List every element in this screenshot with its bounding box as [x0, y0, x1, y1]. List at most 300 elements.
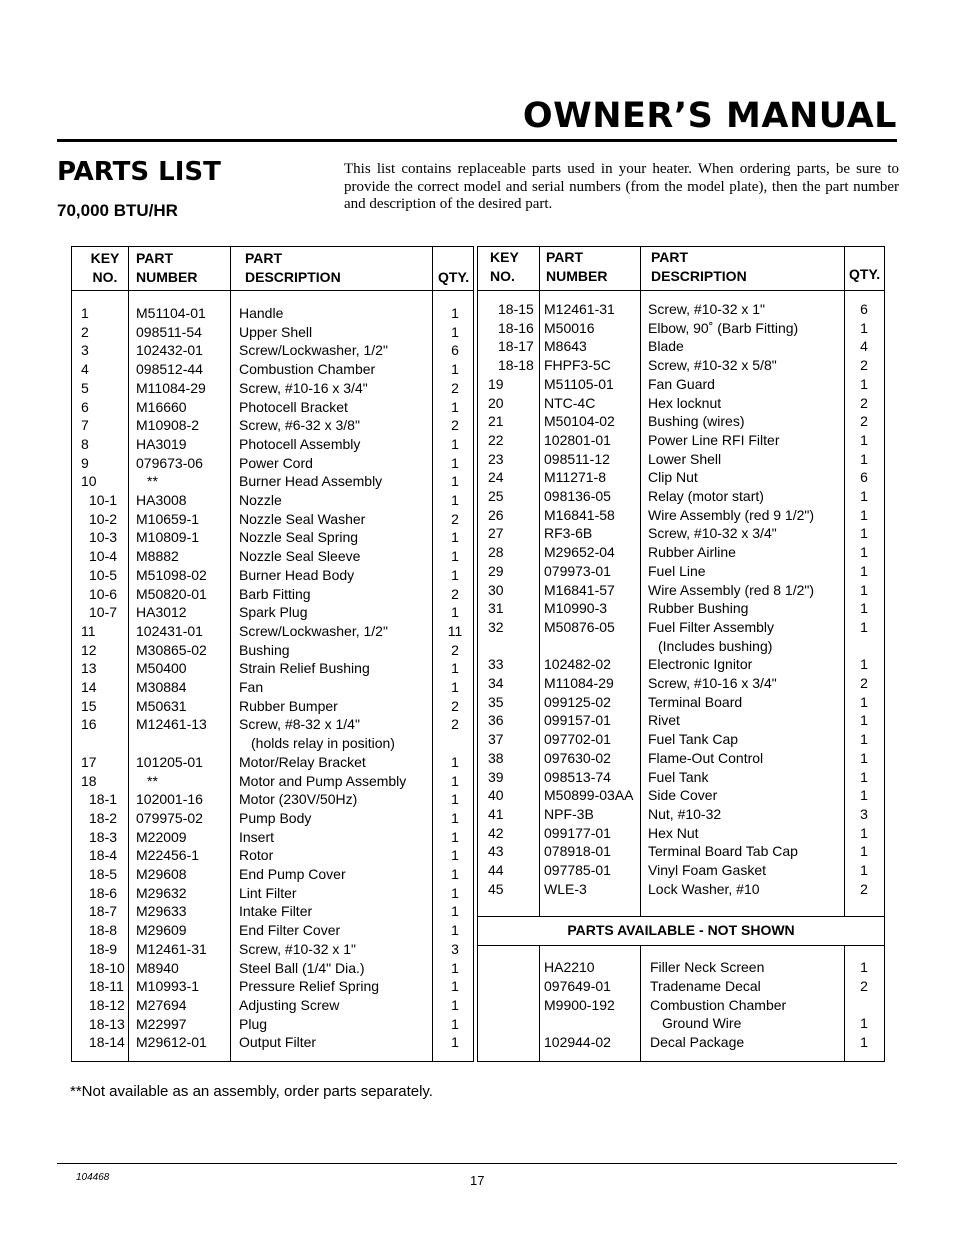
cell-part-number: M8643 [544, 338, 587, 355]
cell-part-number: M16660 [136, 398, 187, 415]
cell-qty: 1 [451, 959, 459, 976]
cell-part-description: Fuel Filter Assembly [648, 618, 775, 635]
cell-part-description: Burner Head Assembly [239, 473, 383, 490]
cell-part-number: 097702-01 [544, 731, 611, 748]
cell-part-description: Pump Body [239, 809, 312, 826]
cell-part-number: M8882 [136, 548, 179, 565]
cell-part-number: 099157-01 [544, 712, 611, 729]
cell-part-description: Strain Relief Bushing [239, 660, 370, 677]
cell-qty: 1 [451, 492, 459, 508]
cell-key-no: 22 [488, 431, 504, 448]
cell-part-description: Screw, #10-32 x 5/8" [648, 357, 777, 374]
cell-qty: 1 [860, 656, 868, 673]
cell-key-no: 35 [488, 693, 504, 710]
cell-part-description: Lower Shell [648, 450, 722, 467]
cell-qty: 1 [451, 1015, 459, 1032]
cell-part-description: Screw, #6-32 x 3/8" [239, 417, 360, 434]
cell-part-description: Elbow, 90˚ (Barb Fitting) [648, 319, 799, 336]
cell-key-no: 18-12 [89, 996, 125, 1013]
cell-part-description: Power Line RFI Filter [648, 431, 780, 448]
cell-part-number: M10993-1 [136, 978, 200, 995]
cell-part-number: 102801-01 [544, 431, 611, 448]
cell-part-description: Bushing [239, 641, 290, 658]
cell-part-description: Photocell Assembly [239, 435, 361, 452]
cell-key-no: 14 [81, 679, 97, 695]
cell-key-no: 19 [488, 375, 504, 392]
cell-part-number: M16841-57 [544, 581, 615, 598]
cell-part-number: M12461-13 [136, 716, 207, 733]
cell-qty: 1 [451, 660, 459, 677]
cell-qty: 4 [860, 338, 868, 355]
cell-part-number: M22009 [136, 828, 187, 845]
cell-key-no: 2 [81, 323, 89, 340]
cell-part-description: Combustion Chamber [239, 361, 376, 378]
cell-part-description: Nozzle Seal Washer [239, 510, 366, 527]
cell-part-description: Screw, #10-32 x 3/4" [648, 525, 777, 542]
cell-qty: 1 [451, 454, 459, 471]
cell-qty: 2 [451, 417, 459, 434]
cell-part-description: Rubber Airline [648, 544, 736, 561]
cell-qty: 1 [451, 772, 459, 789]
cell-part-description: End Filter Cover [239, 922, 341, 939]
cell-qty: 1 [860, 506, 868, 523]
cell-key-no: 38 [488, 749, 504, 766]
cell-key-no: 10-7 [89, 604, 118, 621]
cell-key-no: 18-13 [89, 1015, 125, 1032]
cell-key-no: 5 [81, 379, 89, 396]
cell-key-no: 10-1 [89, 492, 118, 508]
cell-qty: 1 [451, 473, 459, 490]
section-title: PARTS LIST [57, 157, 221, 187]
document-number: 104468 [76, 1172, 110, 1183]
cell-qty: 6 [860, 469, 868, 486]
cell-part-number: RF3-6B [544, 525, 593, 542]
cell-key-no: 26 [488, 506, 504, 523]
cell-key-no: 18 [81, 772, 97, 789]
cell-qty: 11 [447, 622, 463, 639]
cell-qty: 1 [451, 305, 459, 321]
cell-key-no: 34 [488, 675, 504, 691]
cell-qty: 2 [860, 880, 868, 897]
cell-part-description: Screw, #10-32 x 1" [648, 301, 766, 317]
cell-part-number: 098513-74 [544, 768, 611, 785]
header-qty: QTY. [438, 269, 470, 285]
cell-key-no: 10-4 [89, 548, 118, 565]
cell-part-number: 102001-16 [136, 791, 203, 808]
cell-qty: 2 [860, 413, 868, 430]
cell-part-description: Screw, #10-16 x 3/4" [239, 379, 368, 396]
cell-part-number: M16841-58 [544, 506, 615, 523]
cell-key-no: 10-3 [89, 529, 118, 546]
cell-part-description: Motor (230V/50Hz) [239, 791, 358, 808]
cell-qty: 2 [451, 716, 459, 733]
cell-key-no: 44 [488, 862, 504, 878]
cell-part-description: Nozzle Seal Spring [239, 529, 359, 546]
cell-part-number: M11271-8 [544, 469, 607, 486]
header-key: KEY NO. [490, 249, 519, 284]
cell-key-no: 10-2 [89, 510, 118, 527]
cell-qty: 1 [451, 361, 459, 378]
cell-qty: 1 [860, 731, 868, 748]
cell-qty: 1 [451, 828, 459, 845]
cell-part-description: Rubber Bumper [239, 697, 338, 714]
cell-qty: 1 [451, 679, 459, 695]
cell-qty: 2 [451, 510, 459, 527]
cell-part-number: 097630-02 [544, 749, 611, 766]
cell-qty: 1 [860, 959, 868, 975]
cell-key-no: 9 [81, 454, 89, 471]
cell-part-description: Screw/Lockwasher, 1/2" [239, 342, 388, 359]
cell-key-no: 18-18 [498, 357, 534, 374]
cell-part-description: Screw, #10-32 x 1" [239, 940, 357, 957]
cell-part-number: ** [147, 473, 158, 490]
cell-qty: 2 [860, 357, 868, 374]
cell-key-no: 13 [81, 660, 97, 677]
cell-qty: 1 [451, 566, 459, 583]
parts-table-right [477, 246, 885, 1062]
cell-part-number: M10908-2 [136, 417, 200, 434]
intro-paragraph: This list contains replaceable parts used in your heater. When ordering parts, be sure to provide the correct model and serial numbers (from the model plate), then the part number and description of the desired part. [344, 161, 899, 212]
cell-key-no: 12 [81, 641, 97, 658]
cell-part-number: M12461-31 [544, 301, 615, 317]
cell-part-description: Burner Head Body [239, 566, 355, 583]
cell-qty: 2 [451, 641, 459, 658]
cell-qty: 1 [451, 922, 459, 939]
cell-key-no: 10-6 [89, 585, 118, 602]
cell-part-number: M10990-3 [544, 600, 608, 617]
cell-part-description: Nut, #10-32 [648, 805, 722, 822]
cell-key-no: 8 [81, 435, 89, 452]
cell-part-number: HA3019 [136, 435, 187, 452]
cell-part-number: M51105-01 [544, 375, 614, 392]
cell-qty: 6 [860, 301, 868, 317]
cell-part-description: Rubber Bushing [648, 600, 749, 617]
cell-qty: 1 [451, 903, 459, 920]
cell-part-number: M9900-192 [544, 997, 615, 1013]
cell-key-no: 1 [81, 305, 89, 321]
cell-qty: 2 [451, 697, 459, 714]
cell-part-number: M51098-02 [136, 566, 207, 583]
cell-qty: 1 [451, 1034, 459, 1051]
cell-part-number: M29608 [136, 866, 187, 882]
cell-qty: 1 [860, 862, 868, 878]
cell-part-number: M29632 [136, 884, 187, 901]
cell-key-no: 40 [488, 787, 504, 804]
cell-part-description: Fuel Tank [648, 768, 709, 785]
cell-part-description: Barb Fitting [239, 585, 311, 602]
header-part-number: PART NUMBER [136, 250, 198, 285]
cell-qty: 1 [860, 768, 868, 785]
cell-key-no: 30 [488, 581, 504, 598]
cell-qty: 1 [860, 450, 868, 467]
cell-qty: 1 [451, 978, 459, 995]
cell-qty: 6 [451, 342, 459, 359]
cell-part-number: M29612-01 [136, 1034, 207, 1051]
cell-qty: 1 [451, 753, 459, 770]
cell-part-description: Side Cover [648, 787, 718, 804]
cell-key-no: 10-5 [89, 566, 118, 583]
cell-key-no: 6 [81, 398, 89, 415]
cell-part-number: 098511-54 [136, 323, 202, 340]
cell-key-no: 18-2 [89, 809, 118, 826]
cell-part-number: 079975-02 [136, 809, 203, 826]
cell-qty: 1 [860, 581, 868, 598]
cell-qty: 1 [860, 525, 868, 542]
cell-part-description: Rotor [239, 847, 274, 864]
cell-part-number: M22997 [136, 1015, 187, 1032]
cell-key-no: 28 [488, 544, 504, 561]
cell-part-description: Electronic Ignitor [648, 656, 753, 673]
cell-qty: 1 [860, 712, 868, 729]
cell-part-number: 102482-02 [544, 656, 611, 673]
cell-qty: 1 [860, 431, 868, 448]
header-key: KEY NO. [90, 250, 120, 285]
cell-part-number: HA3008 [136, 492, 187, 508]
cell-key-no: 18-9 [89, 940, 118, 957]
cell-qty: 1 [860, 319, 868, 336]
cell-part-number: M50400 [136, 660, 187, 677]
cell-part-number: M10659-1 [136, 510, 200, 527]
cell-key-no: 25 [488, 488, 504, 504]
cell-key-no: 18-15 [498, 301, 534, 317]
bottom-rule [57, 1163, 897, 1164]
cell-key-no: 3 [81, 342, 89, 359]
cell-part-number: HA2210 [544, 959, 595, 975]
cell-qty: 2 [860, 675, 868, 691]
cell-key-no: 43 [488, 843, 504, 860]
cell-qty: 2 [451, 379, 459, 396]
header-description: PART DESCRIPTION [245, 250, 341, 285]
cell-qty: 1 [451, 604, 459, 621]
cell-part-number: M50104-02 [544, 413, 615, 430]
cell-qty: 1 [860, 544, 868, 561]
cell-part-description: Motor/Relay Bracket [239, 753, 366, 770]
cell-part-number: 097649-01 [544, 978, 611, 994]
cell-part-number: 102431-01 [136, 622, 203, 639]
cell-part-number: M50876-05 [544, 618, 615, 635]
cell-part-description: Lock Washer, #10 [648, 880, 760, 897]
cell-part-description: Handle [239, 305, 284, 321]
cell-qty: 1 [860, 824, 868, 841]
cell-qty: 1 [451, 323, 459, 340]
cell-key-no: 31 [488, 600, 504, 617]
cell-part-description: Fan Guard [648, 375, 715, 392]
cell-part-number: NPF-3B [544, 805, 594, 822]
cell-qty: 1 [860, 1034, 868, 1050]
cell-key-no: 18-11 [89, 978, 124, 995]
cell-part-number: 099125-02 [544, 693, 611, 710]
cell-part-number: 097785-01 [544, 862, 611, 878]
cell-part-description: Insert [239, 828, 275, 845]
cell-part-number: 098511-12 [544, 450, 610, 467]
cell-key-no: 18-6 [89, 884, 118, 901]
cell-part-description: Screw, #10-16 x 3/4" [648, 675, 777, 691]
cell-key-no: 37 [488, 731, 504, 748]
cell-qty: 1 [451, 529, 459, 546]
parts-table-left [71, 246, 474, 1062]
cell-part-number: 078918-01 [544, 843, 611, 860]
cell-part-description: Decal Package [650, 1034, 745, 1050]
cell-key-no: 23 [488, 450, 504, 467]
cell-qty: 1 [451, 398, 459, 415]
cell-part-number: 079973-01 [544, 562, 611, 579]
cell-part-description: Output Filter [239, 1034, 317, 1051]
cell-key-no: 15 [81, 697, 97, 714]
cell-key-no: 27 [488, 525, 504, 542]
cell-part-number: 098136-05 [544, 488, 611, 504]
cell-part-number: M10809-1 [136, 529, 200, 546]
cell-part-description: Terminal Board Tab Cap [648, 843, 798, 860]
cell-part-description: Lint Filter [239, 884, 297, 901]
cell-part-description: Nozzle [239, 492, 282, 508]
cell-qty: 1 [451, 548, 459, 565]
cell-qty: 2 [860, 394, 868, 411]
cell-qty: 1 [451, 884, 459, 901]
cell-part-number: M30865-02 [136, 641, 207, 658]
cell-key-no: 7 [81, 417, 89, 434]
cell-part-description: Fuel Line [648, 562, 706, 579]
cell-part-number: M11084-29 [544, 675, 614, 691]
cell-part-description: Power Cord [239, 454, 313, 471]
cell-key-no: 18-8 [89, 922, 118, 939]
cell-key-no: 39 [488, 768, 504, 785]
cell-part-number: M29609 [136, 922, 187, 939]
cell-part-description: Flame-Out Control [648, 749, 764, 766]
cell-qty: 1 [451, 847, 459, 864]
cell-part-description: Nozzle Seal Sleeve [239, 548, 361, 565]
cell-part-description: Terminal Board [648, 693, 743, 710]
cell-key-no: 18-17 [498, 338, 534, 355]
cell-key-no: 18-14 [89, 1034, 125, 1051]
cell-part-number: M8940 [136, 959, 179, 976]
cell-part-number: M11084-29 [136, 379, 206, 396]
cell-qty: 1 [451, 435, 459, 452]
cell-part-number: FHPF3-5C [544, 357, 611, 374]
cell-part-description: Spark Plug [239, 604, 308, 621]
cell-part-description: Vinyl Foam Gasket [648, 862, 767, 878]
cell-qty: 1 [860, 787, 868, 804]
cell-key-no: 17 [81, 753, 97, 770]
cell-qty: 1 [860, 843, 868, 860]
cell-key-no: 18-3 [89, 828, 118, 845]
cell-part-number: M50820-01 [136, 585, 207, 602]
cell-part-description: Adjusting Screw [239, 996, 340, 1013]
header-description: PART DESCRIPTION [651, 249, 747, 284]
page-number: 17 [470, 1173, 485, 1188]
header-qty: QTY. [849, 266, 881, 282]
cell-key-no: 18-7 [89, 903, 118, 920]
cell-qty: 1 [860, 618, 868, 635]
cell-part-description: Intake Filter [239, 903, 313, 920]
cell-part-number: M27694 [136, 996, 187, 1013]
not-shown-heading: PARTS AVAILABLE - NOT SHOWN [567, 922, 795, 938]
cell-part-description: Screw/Lockwasher, 1/2" [239, 622, 388, 639]
cell-qty: 1 [860, 749, 868, 766]
not-shown-band [478, 916, 884, 946]
cell-part-number: 079673-06 [136, 454, 203, 471]
cell-part-description: Wire Assembly (red 8 1/2") [648, 581, 815, 598]
cell-key-no: 42 [488, 824, 504, 841]
cell-key-no: 10 [81, 473, 97, 490]
cell-qty: 1 [860, 375, 868, 392]
cell-part-number: M51104-01 [136, 305, 206, 321]
cell-part-description: Motor and Pump Assembly [239, 772, 407, 789]
cell-part-description: Blade [648, 338, 684, 355]
cell-part-number: 102432-01 [136, 342, 203, 359]
cell-part-description: Plug [239, 1015, 268, 1032]
cell-part-description: Pressure Relief Spring [239, 978, 380, 995]
cell-part-description: Screw, #8-32 x 1/4" [239, 716, 360, 733]
cell-qty: 3 [860, 805, 868, 822]
cell-part-number: NTC-4C [544, 394, 596, 411]
cell-key-no: 41 [488, 805, 504, 822]
cell-qty: 2 [451, 585, 459, 602]
cell-part-number: ** [147, 772, 158, 789]
cell-key-no: 16 [81, 716, 97, 733]
cell-part-description: Steel Ball (1/4" Dia.) [239, 959, 365, 976]
cell-key-no: 18-10 [89, 959, 125, 976]
cell-part-number: 098512-44 [136, 361, 203, 378]
page-title: OWNER’S MANUAL [522, 96, 897, 136]
cell-qty: 1 [860, 562, 868, 579]
cell-qty: 1 [451, 809, 459, 826]
cell-part-number: M50631 [136, 697, 187, 714]
cell-part-description: (Includes bushing) [658, 637, 773, 654]
cell-key-no: 24 [488, 469, 504, 486]
cell-key-no: 21 [488, 413, 504, 430]
cell-part-description: Upper Shell [239, 323, 313, 340]
cell-part-description: (holds relay in position) [251, 735, 395, 752]
header-part-number: PART NUMBER [546, 249, 608, 284]
cell-key-no: 11 [81, 622, 96, 639]
cell-part-description: Rivet [648, 712, 680, 729]
cell-part-number: M50016 [544, 319, 595, 336]
cell-part-description: End Pump Cover [239, 866, 346, 882]
cell-qty: 1 [860, 600, 868, 617]
cell-part-number: M22456-1 [136, 847, 200, 864]
cell-part-description: Fuel Tank Cap [648, 731, 739, 748]
cell-part-number: WLE-3 [544, 880, 587, 897]
cell-qty: 1 [451, 866, 459, 882]
cell-part-description: Tradename Decal [650, 978, 761, 994]
cell-qty: 1 [860, 488, 868, 504]
cell-qty: 1 [451, 996, 459, 1013]
cell-key-no: 18-4 [89, 847, 118, 864]
cell-part-description: Filler Neck Screen [650, 959, 765, 975]
footnote: **Not available as an assembly, order parts separately. [70, 1083, 433, 1100]
cell-part-description: Fan [239, 679, 264, 695]
cell-part-number: 102944-02 [544, 1034, 611, 1050]
cell-qty: 1 [860, 693, 868, 710]
cell-part-number: M29633 [136, 903, 187, 920]
cell-qty: 1 [451, 791, 459, 808]
cell-key-no: 18-1 [89, 791, 118, 808]
cell-part-description: Bushing (wires) [648, 413, 745, 430]
cell-part-description: Hex Nut [648, 824, 699, 841]
cell-part-number: 099177-01 [544, 824, 611, 841]
cell-key-no: 45 [488, 880, 504, 897]
cell-part-description: Clip Nut [648, 469, 698, 486]
cell-part-description: Ground Wire [662, 1015, 742, 1031]
cell-key-no: 36 [488, 712, 504, 729]
cell-qty: 2 [860, 978, 868, 994]
cell-part-number: M29652-04 [544, 544, 615, 561]
cell-part-number: M30884 [136, 679, 187, 695]
cell-part-description: Wire Assembly (red 9 1/2") [648, 506, 815, 523]
cell-part-description: Relay (motor start) [648, 488, 764, 504]
cell-qty: 3 [451, 940, 459, 957]
cell-key-no: 4 [81, 361, 89, 378]
